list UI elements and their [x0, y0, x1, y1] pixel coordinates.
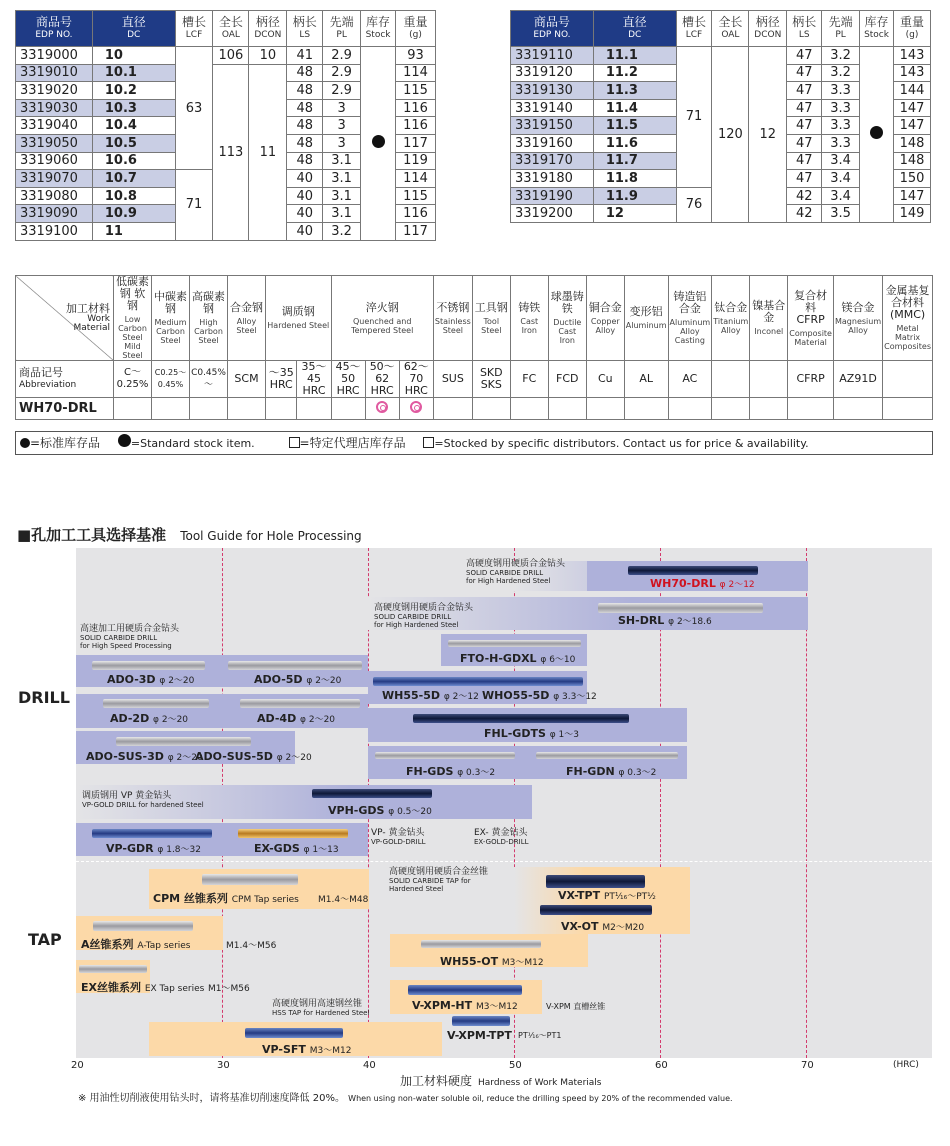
col-ls: 柄长 LS	[287, 11, 323, 47]
mat-medium-carbon: 中碳素钢 Medium Carbon Steel	[152, 276, 190, 361]
table-row: 3319030 10.3 48 3 116	[16, 99, 436, 117]
mat-alloy: 合金钢 Alloy Steel	[228, 276, 266, 361]
stock-dot-icon	[118, 434, 131, 447]
product-ex-tap: EX丝锥系列 EX Tap series	[81, 981, 205, 994]
drill-tool-icon	[375, 752, 515, 759]
product-wh70-drl: WH70-DRL φ 2～12	[650, 577, 755, 590]
product-who55-5d: WHO55-5D φ 3.3～12	[482, 689, 597, 702]
drill-tool-icon	[373, 677, 583, 686]
tap-tool-icon	[79, 965, 147, 973]
mat-al-casting: 铸造铝合金 Aluminum Alloy Casting	[668, 276, 712, 361]
material-corner: 加工材料 Work Material	[16, 276, 114, 361]
product-vx-ot: VX-OT M2～M20	[561, 920, 645, 933]
product-wh55-ot: WH55-OT M3～M12	[440, 955, 544, 968]
mat-ductile: 球墨铸铁 Ductile Cast Iron	[548, 276, 586, 361]
drill-tool-icon	[413, 714, 629, 723]
tap-tool-icon	[452, 1016, 510, 1026]
product-vp-sft: VP-SFT M3～M12	[262, 1043, 352, 1056]
drill-tool-icon	[92, 661, 205, 670]
col-edp: 商品号 EDP NO.	[16, 11, 93, 47]
table-row: 3319050 10.5 48 3 117	[16, 134, 436, 152]
drill-tool-icon	[536, 752, 678, 759]
mat-cfrp: 复合材料 CFRP Composite Material	[788, 276, 834, 361]
mat-low-carbon: 低碳素钢 软钢 Low Carbon Steel Mild Steel	[114, 276, 152, 361]
drill-tap-divider	[76, 861, 932, 862]
product-ex-gds: EX-GDS φ 1～13	[254, 842, 339, 855]
col-oal: 全长 OAL	[712, 11, 749, 47]
category-drill: DRILL	[18, 688, 70, 707]
col-dcon: 柄径 DCON	[749, 11, 787, 47]
stock-cell	[361, 47, 396, 241]
mat-magnesium: 镁合金 Magnesium Alloy	[833, 276, 882, 361]
col-stock: 库存 Stock	[860, 11, 894, 47]
col-edp: 商品号 EDP NO.	[511, 11, 594, 47]
distributor-box-icon	[289, 437, 300, 448]
product-v-xpm-tpt: V-XPM-TPT	[447, 1029, 512, 1042]
col-dc: 直径 DC	[593, 11, 676, 47]
col-stock: 库存 Stock	[361, 11, 396, 47]
table-row: 3319040 10.4 48 3 116	[16, 117, 436, 135]
table-row: 3319170 11.7 47 3.4 148	[511, 152, 931, 170]
table-row: 3319200 12 42 3.5 149	[511, 205, 931, 223]
product-vp-gdr: VP-GDR φ 1.8～32	[106, 842, 201, 855]
tap-tool-icon	[245, 1028, 343, 1038]
spec-table-left	[15, 10, 436, 241]
col-lcf: 槽长 LCF	[676, 11, 712, 47]
stock-dot-icon	[372, 135, 385, 148]
product-vx-tpt: VX-TPT PT¹⁄₁₆～PT½	[558, 889, 656, 902]
stock-dot-icon	[20, 438, 30, 448]
stock-cell	[860, 47, 894, 223]
table-row: 3319060 10.6 48 3.1 119	[16, 152, 436, 170]
stock-dot-icon	[870, 126, 883, 139]
table-row: 3319020 10.2 48 2.9 115	[16, 82, 436, 100]
mat-hardened: 调质钢 Hardened Steel	[266, 276, 332, 361]
mat-tool-steel: 工具钢 Tool Steel	[472, 276, 510, 361]
drill-tool-icon	[228, 661, 362, 670]
col-weight: 重量 (g)	[396, 11, 436, 47]
product-ado-3d: ADO-3D φ 2～20	[107, 673, 195, 686]
table-row: 3319090 10.9 40 3.1 116	[16, 205, 436, 223]
product-name: WH70-DRL	[16, 398, 114, 420]
mat-cast-iron: 铸铁 Cast Iron	[510, 276, 548, 361]
tap-tool-icon	[546, 875, 645, 888]
table-row: 3319150 11.5 47 3.3 147	[511, 117, 931, 135]
mat-stainless: 不锈钢 Stainless Steel	[433, 276, 472, 361]
drill-tool-icon	[628, 566, 758, 575]
table-row: 3319010 10.1 113 11 48 2.9 114	[16, 64, 436, 82]
col-pl: 先端 PL	[822, 11, 860, 47]
drill-tool-icon	[238, 829, 348, 838]
table-row: 3319130 11.3 47 3.3 144	[511, 82, 931, 100]
col-pl: 先端 PL	[323, 11, 361, 47]
mat-quenched: 淬火钢 Quenched and Tempered Steel	[331, 276, 433, 361]
guide-title: ■孔加工工具选择基准 Tool Guide for Hole Processing	[17, 526, 362, 544]
recommended-icon	[410, 401, 422, 413]
drill-tool-icon	[598, 603, 763, 613]
product-fh-gdn: FH-GDN φ 0.3～2	[566, 765, 657, 778]
table-row: 3319070 10.7 71 40 3.1 114	[16, 170, 436, 188]
mat-aluminum: 变形铝 Aluminum	[624, 276, 668, 361]
col-dc: 直径 DC	[92, 11, 175, 47]
table-row: 3319160 11.6 47 3.3 148	[511, 134, 931, 152]
table-row: 3319140 11.4 47 3.3 147	[511, 99, 931, 117]
tap-tool-icon	[408, 985, 522, 995]
material-table: 加工材料 Work Material 低碳素钢 软钢 Low Carbon Steel Mild Steel 中碳素钢 Medium Carbon Steel 高碳素钢 High Carbon Steel 合金钢 Alloy Steel 调质钢 Hardened Steel 淬火钢 Quenched and Tempered Steel 不锈钢 Stainless Steel 工具钢 Tool Steel 铸铁 Cast Iron 球墨铸铁 Ductile Cast Iron 铜合金 Copper Alloy 变形铝 Aluminum 铸造铝合金 Aluminum Alloy Casting 钛合金 Titanium Alloy 镍基合金 Inconel 复合材料 CFRP Composite Material 镁合金 Magnesium Alloy 金属基复合材料 (MMC) Metal Matrix Composites 商品记号 Abbreviation C～0.25% C0.25～0.45% C0.45%～ SCM ～35 HRC 35～45 HRC 45～50 HRC 50～62 HRC 62～70 HRC SUS SKD SKS FC FCD Cu AL AC CFRP AZ91D WH70-DRL	[15, 275, 933, 420]
product-cpm: CPM 丝锥系列 CPM Tap series	[153, 892, 299, 905]
product-ado-5d: ADO-5D φ 2～20	[254, 673, 342, 686]
mat-inconel: 镍基合金 Inconel	[750, 276, 788, 361]
product-fh-gds: FH-GDS φ 0.3～2	[406, 765, 496, 778]
table-row: 3319180 11.8 47 3.4 150	[511, 170, 931, 188]
recommended-icon	[376, 401, 388, 413]
distributor-box-icon	[423, 437, 434, 448]
col-oal: 全长 OAL	[213, 11, 249, 47]
drill-tool-icon	[116, 737, 251, 746]
mat-titanium: 钛合金 Titanium Alloy	[712, 276, 750, 361]
drill-tool-icon	[103, 699, 209, 708]
product-ado-sus-5d: ADO-SUS-5D φ 2～20	[195, 750, 312, 763]
category-tap: TAP	[28, 930, 62, 949]
mat-mmc: 金属基复合材料 (MMC) Metal Matrix Composites	[883, 276, 933, 361]
spec-table-right	[510, 10, 931, 223]
tap-tool-icon	[540, 905, 652, 915]
product-vph-gds: VPH-GDS φ 0.5～20	[328, 804, 432, 817]
drill-tool-icon	[92, 829, 212, 838]
drill-tool-icon	[448, 640, 581, 647]
table-row: 3319000 10 63 106 10 41 2.9 93	[16, 47, 436, 65]
product-wh55-5d: WH55-5D φ 2～12	[382, 689, 479, 702]
table-row: 3319120 11.2 47 3.2 143	[511, 64, 931, 82]
mat-copper: 铜合金 Copper Alloy	[586, 276, 624, 361]
product-a-tap: A丝锥系列 A-Tap series	[81, 938, 191, 951]
x-axis-title: 加工材料硬度 Hardness of Work Materials	[400, 1074, 602, 1088]
product-ad-2d: AD-2D φ 2～20	[110, 712, 189, 725]
table-row: 3319190 11.9 76 42 3.4 147	[511, 187, 931, 205]
drill-tool-icon	[240, 699, 360, 708]
tap-tool-icon	[421, 940, 541, 948]
stock-legend: =标准库存品 =Standard stock item. =特定代理店库存品 =Stocked by specific distributors. Contact us for price & availability.	[15, 431, 933, 455]
tap-tool-icon	[202, 874, 298, 885]
drill-tool-icon	[312, 789, 432, 798]
mat-high-carbon: 高碳素钢 High Carbon Steel	[190, 276, 228, 361]
product-ad-4d: AD-4D φ 2～20	[257, 712, 336, 725]
footnote: ※ 用油性切削液使用钻头时，请将基准切削速度降低 20%。 When using non-water soluble oil, reduce the drilling speed by 20% of the recommended value.	[78, 1093, 733, 1104]
table-row: 3319080 10.8 40 3.1 115	[16, 187, 436, 205]
product-ado-sus-3d: ADO-SUS-3D φ 2～20	[86, 750, 203, 763]
table-row: 3319100 11 40 3.2 117	[16, 222, 436, 240]
col-weight: 重量 (g)	[894, 11, 931, 47]
col-lcf: 槽长 LCF	[175, 11, 213, 47]
col-dcon: 柄径 DCON	[249, 11, 287, 47]
col-ls: 柄长 LS	[787, 11, 822, 47]
table-row: 3319110 11.1 71 120 12 47 3.2 143	[511, 47, 931, 65]
product-fhl-gdts: FHL-GDTS φ 1～3	[484, 727, 579, 740]
product-v-xpm-ht: V-XPM-HT M3～M12	[412, 999, 518, 1012]
product-sh-drl: SH-DRL φ 2～18.6	[618, 614, 712, 627]
tap-tool-icon	[93, 921, 193, 931]
product-fto-h-gdxl: FTO-H-GDXL φ 6～10	[460, 652, 576, 665]
